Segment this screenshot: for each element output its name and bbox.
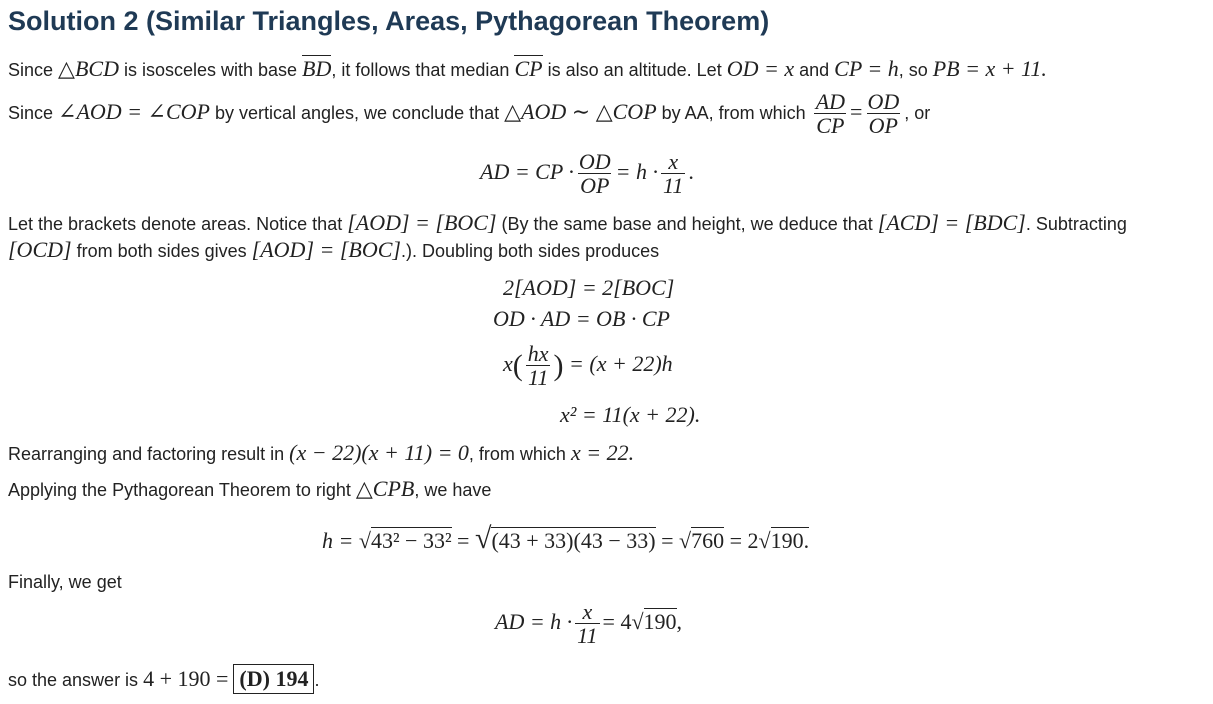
fraction-denominator: 11 xyxy=(527,365,549,391)
math-aod-boc-2: [AOD] = [BOC] xyxy=(251,237,401,262)
sqrt-symbol: √ xyxy=(474,522,492,555)
fraction-denominator: OP xyxy=(868,113,898,139)
fraction-numerator: x xyxy=(582,599,593,624)
paren-close: ) xyxy=(553,349,564,383)
math-equals: = xyxy=(661,528,674,553)
equation-products: OD · AD = OB · CP xyxy=(493,306,670,331)
paragraph-areas-line1 xyxy=(8,210,1127,236)
fraction-hx-11 xyxy=(526,342,551,390)
math-ocd: [OCD] xyxy=(8,237,72,262)
math-x-22: x = 22. xyxy=(570,440,635,465)
math-lhs: AD = CP · xyxy=(480,159,574,185)
math-end: , xyxy=(676,609,683,635)
math-acd-bdc: [ACD] = [BDC] xyxy=(877,210,1026,235)
text: so the answer is xyxy=(8,670,144,690)
math-segment-bd: BD xyxy=(302,56,332,81)
text: and xyxy=(794,60,835,80)
math-similar: △AOD ∼ △COP xyxy=(504,98,657,124)
radicand-3: 760 xyxy=(691,528,725,553)
fraction-numerator: AD xyxy=(815,89,846,114)
fraction-x-11 xyxy=(575,600,599,648)
math-od-x: OD = x xyxy=(726,56,795,81)
math-sum: 4 + 190 = xyxy=(143,666,229,691)
radicand-1: 43² − 33² xyxy=(370,528,452,553)
math-factored: (x − 22)(x + 11) = 0 xyxy=(289,440,469,465)
paragraph-factoring xyxy=(8,440,634,466)
text: (By the same base and height, we deduce that xyxy=(496,214,878,234)
math-angles: ∠AOD = ∠COP xyxy=(58,98,210,124)
answer-box: (D) 194 xyxy=(233,664,314,694)
paragraph-similar-triangles xyxy=(8,90,930,138)
math-lhs: h = xyxy=(322,528,354,553)
text: , so xyxy=(898,60,933,80)
sqrt-symbol: √ xyxy=(678,528,692,553)
fraction-denominator: 11 xyxy=(577,623,598,649)
math-segment-cp: CP xyxy=(514,56,543,81)
text: , from which xyxy=(468,444,571,464)
text: Applying the Pythagorean Theorem to right xyxy=(8,480,356,500)
equation-ad xyxy=(480,150,694,198)
radicand: 190 xyxy=(643,609,677,635)
math-mid: = h · xyxy=(615,159,659,185)
paragraph-pythagorean xyxy=(8,476,491,502)
text: Let the brackets denote areas. Notice that xyxy=(8,214,348,234)
fraction-denominator: OP xyxy=(580,173,610,199)
math-pb: PB = x + 11. xyxy=(932,56,1047,81)
text: . Subtracting xyxy=(1025,214,1127,234)
page-title: Solution 2 (Similar Triangles, Areas, Pythagorean Theorem) xyxy=(8,6,770,36)
math-aod-boc: [AOD] = [BOC] xyxy=(347,210,497,235)
text: Finally, we get xyxy=(8,572,122,592)
equation-substitution xyxy=(503,342,673,390)
radicand-2: (43 + 33)(43 − 33) xyxy=(491,528,656,553)
math-cp-h: CP = h xyxy=(834,56,899,81)
fraction-numerator: hx xyxy=(527,341,549,366)
text: by AA, from which xyxy=(656,102,811,123)
text: , or xyxy=(904,102,931,123)
text: is isosceles with base xyxy=(118,60,303,80)
fraction-denominator: 11 xyxy=(663,173,684,199)
equation-ad-final xyxy=(495,600,682,648)
math-end: . xyxy=(688,159,694,185)
text: Since xyxy=(8,102,59,123)
paragraph-answer xyxy=(8,664,319,694)
math-triangle-bcd: △BCD xyxy=(58,56,119,81)
text: Rearranging and factoring result in xyxy=(8,444,290,464)
math-x: x xyxy=(503,351,513,377)
fraction-od-op xyxy=(577,150,613,198)
text: is also an altitude. Let xyxy=(542,60,727,80)
math-triangle-cpb: △CPB xyxy=(355,476,415,501)
paragraph-isosceles xyxy=(8,56,1047,82)
math-rhs: = 4 xyxy=(602,609,632,635)
text: by vertical angles, we conclude that xyxy=(209,102,505,123)
math-rhs: = (x + 22)h xyxy=(569,351,673,377)
math-equals: = xyxy=(850,98,863,124)
sqrt-symbol: √ xyxy=(358,528,371,553)
sqrt-symbol: √ xyxy=(631,609,644,635)
fraction-od-op xyxy=(865,90,901,138)
paragraph-finally xyxy=(8,572,122,593)
equation-doubling: 2[AOD] = 2[BOC] xyxy=(503,275,675,300)
text: , we have xyxy=(414,480,492,500)
paren-open: ( xyxy=(512,349,523,383)
radicand-4: 190. xyxy=(770,528,810,553)
math-equals-2: = 2 xyxy=(729,528,759,553)
text: from both sides gives xyxy=(71,241,252,261)
fraction-denominator: CP xyxy=(816,113,845,139)
math-lhs: AD = h · xyxy=(495,609,573,635)
text: , it follows that median xyxy=(331,60,515,80)
fraction-x-11 xyxy=(661,150,685,198)
fraction-numerator: OD xyxy=(867,89,900,114)
math-equals: = xyxy=(457,528,470,553)
equation-quadratic: x² = 11(x + 22). xyxy=(560,402,701,427)
equation-h xyxy=(322,522,809,556)
fraction-numerator: x xyxy=(668,149,679,174)
fraction-numerator: OD xyxy=(578,149,611,174)
sqrt-symbol: √ xyxy=(758,528,771,553)
text: Since xyxy=(8,60,59,80)
text: .). Doubling both sides produces xyxy=(400,241,660,261)
paragraph-areas-line2 xyxy=(8,237,659,263)
period: . xyxy=(314,670,320,690)
fraction-ad-cp xyxy=(814,90,847,138)
